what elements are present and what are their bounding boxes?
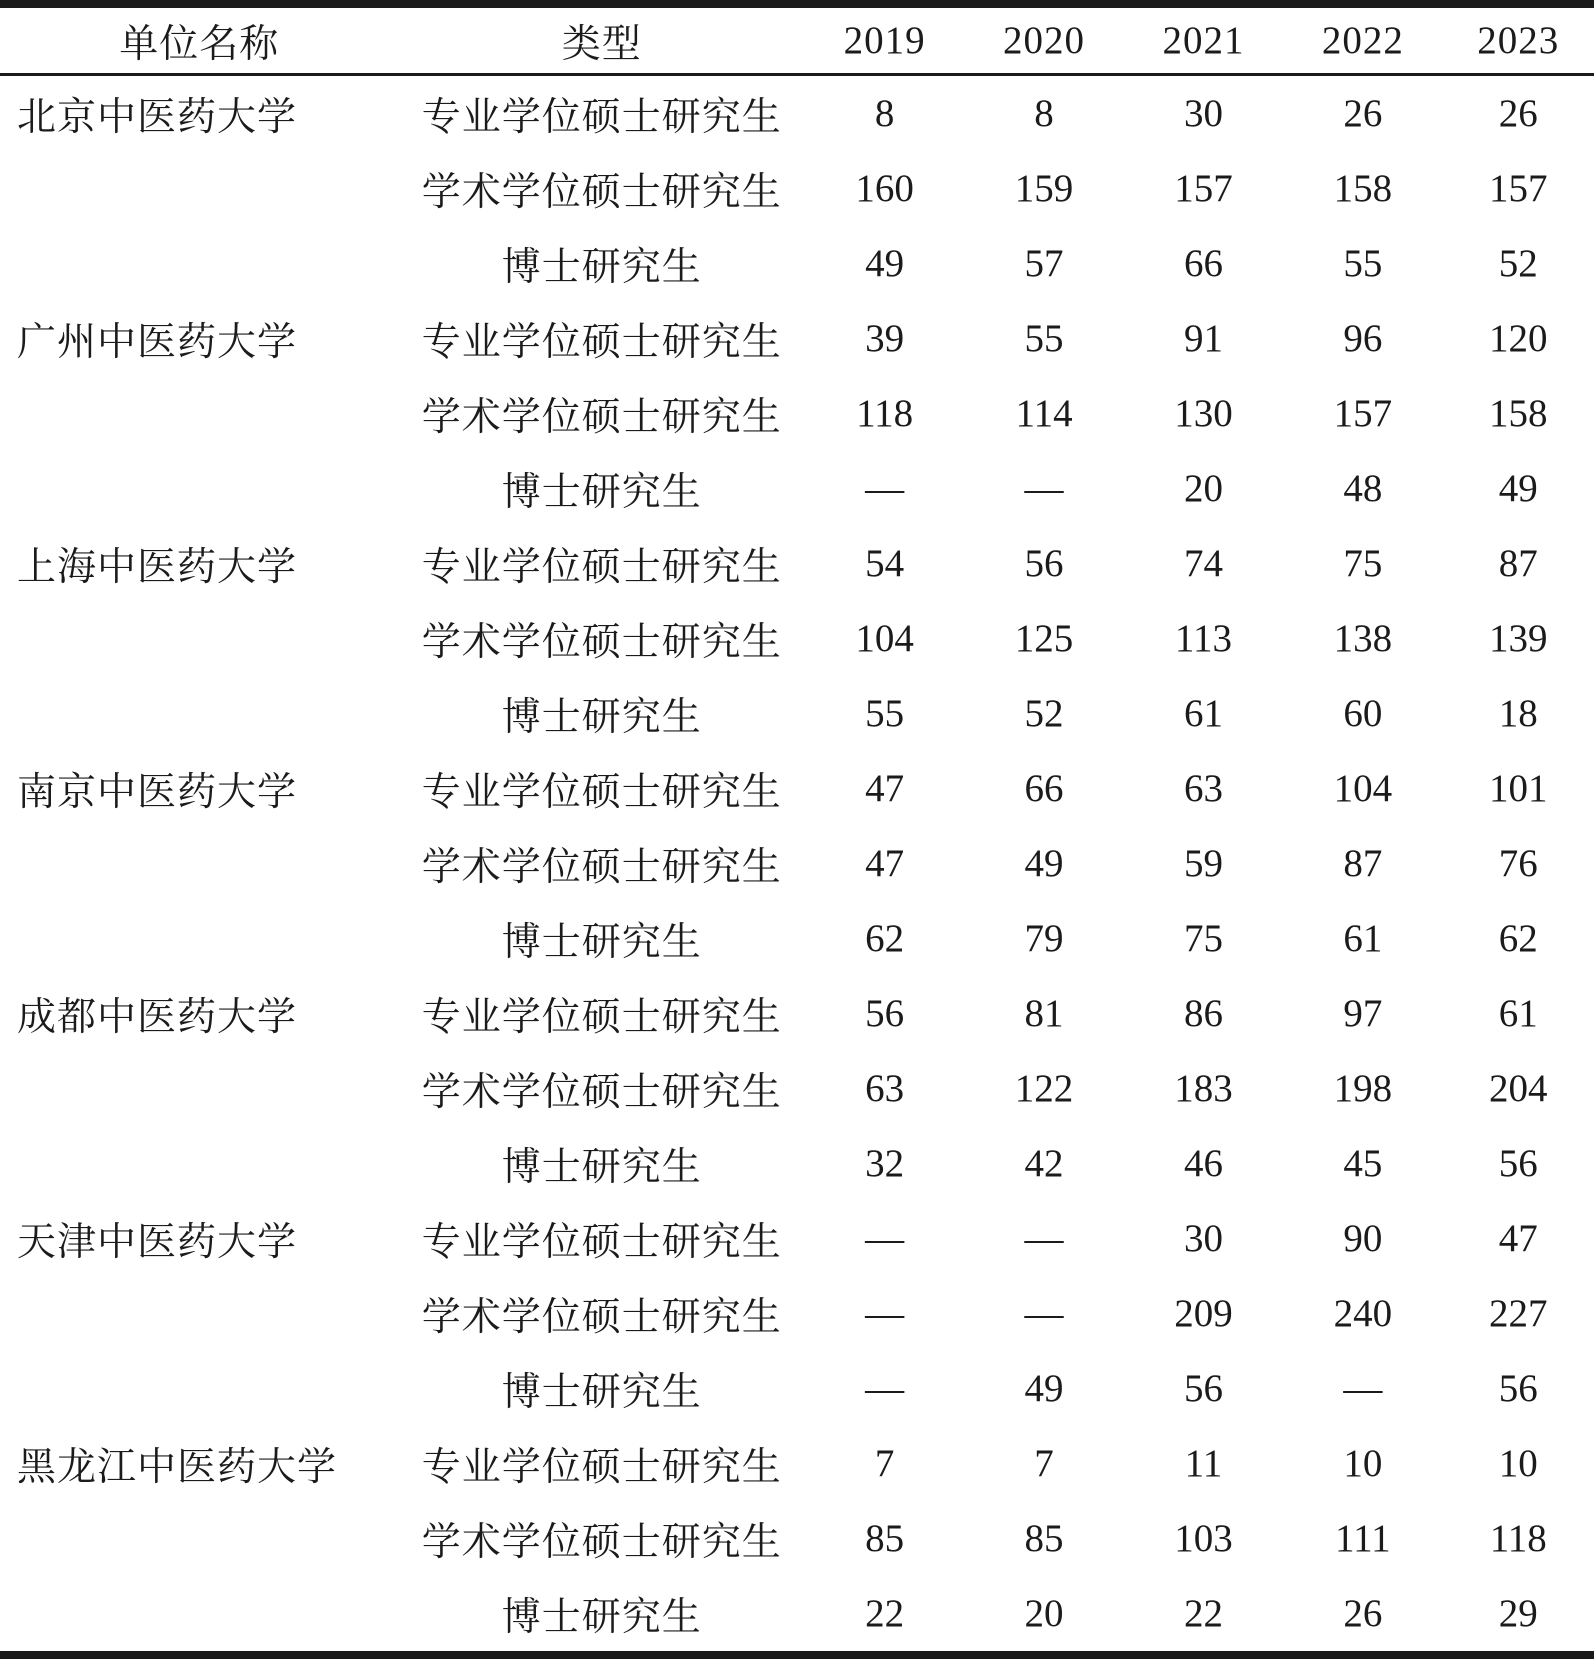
table-row [0, 826, 1594, 901]
value-cell: 96 [1343, 317, 1383, 360]
column-header-2020: 2020 [1003, 19, 1086, 62]
table-row [0, 676, 1594, 751]
value-cell: 46 [1183, 1142, 1223, 1185]
unit-name-cell [0, 1501, 399, 1576]
unit-name-cell [0, 1126, 399, 1201]
value-cell: 157 [1174, 167, 1233, 210]
value-cell: 122 [1014, 1067, 1074, 1110]
value-cell: 42 [1024, 1142, 1064, 1185]
table-row [0, 1201, 1594, 1276]
value-cell: 8 [874, 92, 895, 135]
value-cell: 7 [874, 1442, 895, 1485]
table-row [0, 1126, 1594, 1201]
unit-name-cell [0, 376, 399, 451]
value-cell: 75 [1183, 917, 1223, 960]
value-cell: 56 [1498, 1142, 1538, 1185]
value-cell: 97 [1343, 992, 1383, 1035]
value-cell: 49 [1498, 467, 1538, 510]
value-cell: 55 [865, 692, 905, 735]
value-cell: 22 [1183, 1592, 1223, 1635]
type-cell: 学术学位硕士研究生 [421, 170, 782, 214]
value-cell: 10 [1498, 1442, 1538, 1485]
value-cell: 113 [1174, 617, 1232, 660]
value-cell: 62 [865, 917, 905, 960]
type-cell: 博士研究生 [501, 1595, 702, 1639]
value-cell: 158 [1333, 167, 1393, 210]
value-cell: — [865, 1367, 905, 1410]
value-cell: 103 [1174, 1517, 1233, 1560]
value-cell: 48 [1343, 467, 1383, 510]
unit-name-cell [0, 676, 399, 751]
unit-name-cell [0, 901, 399, 976]
value-cell: 49 [1024, 842, 1064, 885]
value-cell: 18 [1498, 692, 1538, 735]
table-row [0, 901, 1594, 976]
value-cell: 86 [1183, 992, 1223, 1035]
type-cell: 博士研究生 [501, 1145, 702, 1189]
value-cell: 54 [865, 542, 905, 585]
table-body [0, 75, 1594, 1656]
value-cell: 29 [1498, 1592, 1538, 1635]
type-cell: 专业学位硕士研究生 [421, 320, 782, 364]
value-cell: 63 [865, 1067, 905, 1110]
table-row [0, 301, 1594, 376]
type-cell: 学术学位硕士研究生 [421, 395, 782, 439]
column-header-2019: 2019 [843, 19, 926, 62]
table-row [0, 976, 1594, 1051]
value-cell: 47 [865, 767, 905, 810]
value-cell: 158 [1489, 392, 1548, 435]
value-cell: 130 [1174, 392, 1233, 435]
value-cell: 39 [865, 317, 905, 360]
type-cell: 学术学位硕士研究生 [421, 620, 782, 664]
unit-name-cell [0, 1051, 399, 1126]
value-cell: 104 [1333, 767, 1393, 810]
value-cell: — [865, 467, 905, 510]
value-cell: 20 [1183, 467, 1223, 510]
table-row [0, 1501, 1594, 1576]
type-cell: 学术学位硕士研究生 [421, 1070, 782, 1114]
unit-name-cell [0, 1576, 399, 1655]
unit-name-cell [0, 1351, 399, 1426]
value-cell: 66 [1024, 767, 1064, 810]
value-cell: 47 [1498, 1217, 1538, 1260]
value-cell: 30 [1183, 1217, 1223, 1260]
value-cell: 76 [1498, 842, 1538, 885]
value-cell: 160 [855, 167, 914, 210]
value-cell: 159 [1014, 167, 1074, 210]
value-cell: 120 [1489, 317, 1548, 360]
type-cell: 专业学位硕士研究生 [421, 995, 782, 1039]
value-cell: 61 [1183, 692, 1223, 735]
type-cell: 博士研究生 [501, 470, 702, 514]
value-cell: 56 [1498, 1367, 1538, 1410]
value-cell: 157 [1333, 392, 1393, 435]
unit-name-cell [0, 826, 399, 901]
value-cell: 204 [1489, 1067, 1548, 1110]
unit-name-cell: 成都中医药大学 [17, 995, 298, 1039]
value-cell: 55 [1024, 317, 1064, 360]
value-cell: 118 [1489, 1517, 1547, 1560]
column-header-type: 类型 [561, 22, 642, 66]
value-cell: — [1343, 1367, 1383, 1410]
type-cell: 专业学位硕士研究生 [421, 95, 782, 139]
unit-name-cell: 南京中医药大学 [17, 770, 298, 814]
value-cell: 26 [1343, 92, 1383, 135]
column-header-2023: 2023 [1477, 19, 1560, 62]
value-cell: 81 [1024, 992, 1064, 1035]
type-cell: 博士研究生 [501, 245, 702, 289]
value-cell: 85 [865, 1517, 905, 1560]
value-cell: 75 [1343, 542, 1383, 585]
value-cell: 30 [1183, 92, 1223, 135]
value-cell: 52 [1498, 242, 1538, 285]
table-row [0, 1576, 1594, 1655]
value-cell: 56 [1183, 1367, 1223, 1410]
value-cell: 74 [1183, 542, 1223, 585]
unit-name-cell: 天津中医药大学 [17, 1220, 298, 1264]
column-header-2021: 2021 [1162, 19, 1245, 62]
value-cell: 11 [1184, 1442, 1223, 1485]
value-cell: 125 [1014, 617, 1074, 660]
value-cell: 61 [1498, 992, 1538, 1035]
column-header-unit-name: 单位名称 [119, 22, 280, 66]
table-row [0, 601, 1594, 676]
value-cell: — [1024, 467, 1064, 510]
type-cell: 专业学位硕士研究生 [421, 1445, 782, 1489]
value-cell: 240 [1333, 1292, 1393, 1335]
value-cell: 56 [865, 992, 905, 1035]
table-row [0, 751, 1594, 826]
value-cell: 22 [865, 1592, 905, 1635]
type-cell: 学术学位硕士研究生 [421, 1295, 782, 1339]
type-cell: 专业学位硕士研究生 [421, 1220, 782, 1264]
value-cell: 87 [1343, 842, 1383, 885]
value-cell: 10 [1343, 1442, 1383, 1485]
value-cell: 62 [1498, 917, 1538, 960]
value-cell: 8 [1034, 92, 1054, 135]
value-cell: 26 [1343, 1592, 1383, 1635]
value-cell: 90 [1343, 1217, 1383, 1260]
table-row [0, 1426, 1594, 1501]
table-row [0, 1351, 1594, 1426]
value-cell: 56 [1024, 542, 1064, 585]
value-cell: 26 [1498, 92, 1538, 135]
unit-name-cell [0, 451, 399, 526]
value-cell: 198 [1333, 1067, 1393, 1110]
table-header [0, 4, 1594, 75]
value-cell: 118 [856, 392, 914, 435]
type-cell: 博士研究生 [501, 1370, 702, 1414]
value-cell: — [865, 1292, 905, 1335]
table-row [0, 526, 1594, 601]
column-header-2022: 2022 [1321, 19, 1404, 62]
table-row [0, 226, 1594, 301]
unit-name-cell [0, 151, 399, 226]
unit-name-cell [0, 1276, 399, 1351]
table-row [0, 376, 1594, 451]
value-cell: 209 [1174, 1292, 1233, 1335]
value-cell: 138 [1333, 617, 1393, 660]
table-row [0, 1276, 1594, 1351]
value-cell: 7 [1034, 1442, 1054, 1485]
value-cell: 79 [1024, 917, 1064, 960]
value-cell: 101 [1489, 767, 1548, 810]
value-cell: 49 [1024, 1367, 1064, 1410]
value-cell: 227 [1489, 1292, 1548, 1335]
type-cell: 博士研究生 [501, 695, 702, 739]
value-cell: 91 [1183, 317, 1223, 360]
table-row [0, 451, 1594, 526]
value-cell: 55 [1343, 242, 1383, 285]
value-cell: 85 [1024, 1517, 1064, 1560]
value-cell: 47 [865, 842, 905, 885]
type-cell: 学术学位硕士研究生 [421, 845, 782, 889]
unit-name-cell: 广州中医药大学 [17, 320, 298, 364]
value-cell: 61 [1343, 917, 1383, 960]
value-cell: 32 [865, 1142, 905, 1185]
value-cell: 157 [1489, 167, 1548, 210]
value-cell: 59 [1183, 842, 1223, 885]
table-row [0, 1051, 1594, 1126]
value-cell: 49 [865, 242, 905, 285]
unit-name-cell: 北京中医药大学 [17, 95, 298, 139]
unit-name-cell: 黑龙江中医药大学 [17, 1445, 338, 1489]
type-cell: 学术学位硕士研究生 [421, 1520, 782, 1564]
value-cell: 45 [1343, 1142, 1383, 1185]
value-cell: 183 [1174, 1067, 1233, 1110]
value-cell: 60 [1343, 692, 1383, 735]
value-cell: 87 [1498, 542, 1538, 585]
unit-name-cell: 上海中医药大学 [17, 545, 298, 589]
value-cell: 20 [1024, 1592, 1064, 1635]
value-cell: 66 [1183, 242, 1223, 285]
value-cell: 63 [1183, 767, 1223, 810]
header-row [0, 4, 1594, 75]
value-cell: 52 [1024, 692, 1064, 735]
type-cell: 博士研究生 [501, 920, 702, 964]
value-cell: — [865, 1217, 905, 1260]
value-cell: — [1024, 1292, 1064, 1335]
value-cell: — [1024, 1217, 1064, 1260]
value-cell: 104 [855, 617, 914, 660]
value-cell: 114 [1015, 392, 1073, 435]
type-cell: 专业学位硕士研究生 [421, 545, 782, 589]
value-cell: 57 [1024, 242, 1064, 285]
table-row [0, 75, 1594, 152]
table-row [0, 151, 1594, 226]
unit-name-cell [0, 226, 399, 301]
type-cell: 专业学位硕士研究生 [421, 770, 782, 814]
unit-name-cell [0, 601, 399, 676]
value-cell: 111 [1335, 1517, 1391, 1560]
value-cell: 139 [1489, 617, 1548, 660]
